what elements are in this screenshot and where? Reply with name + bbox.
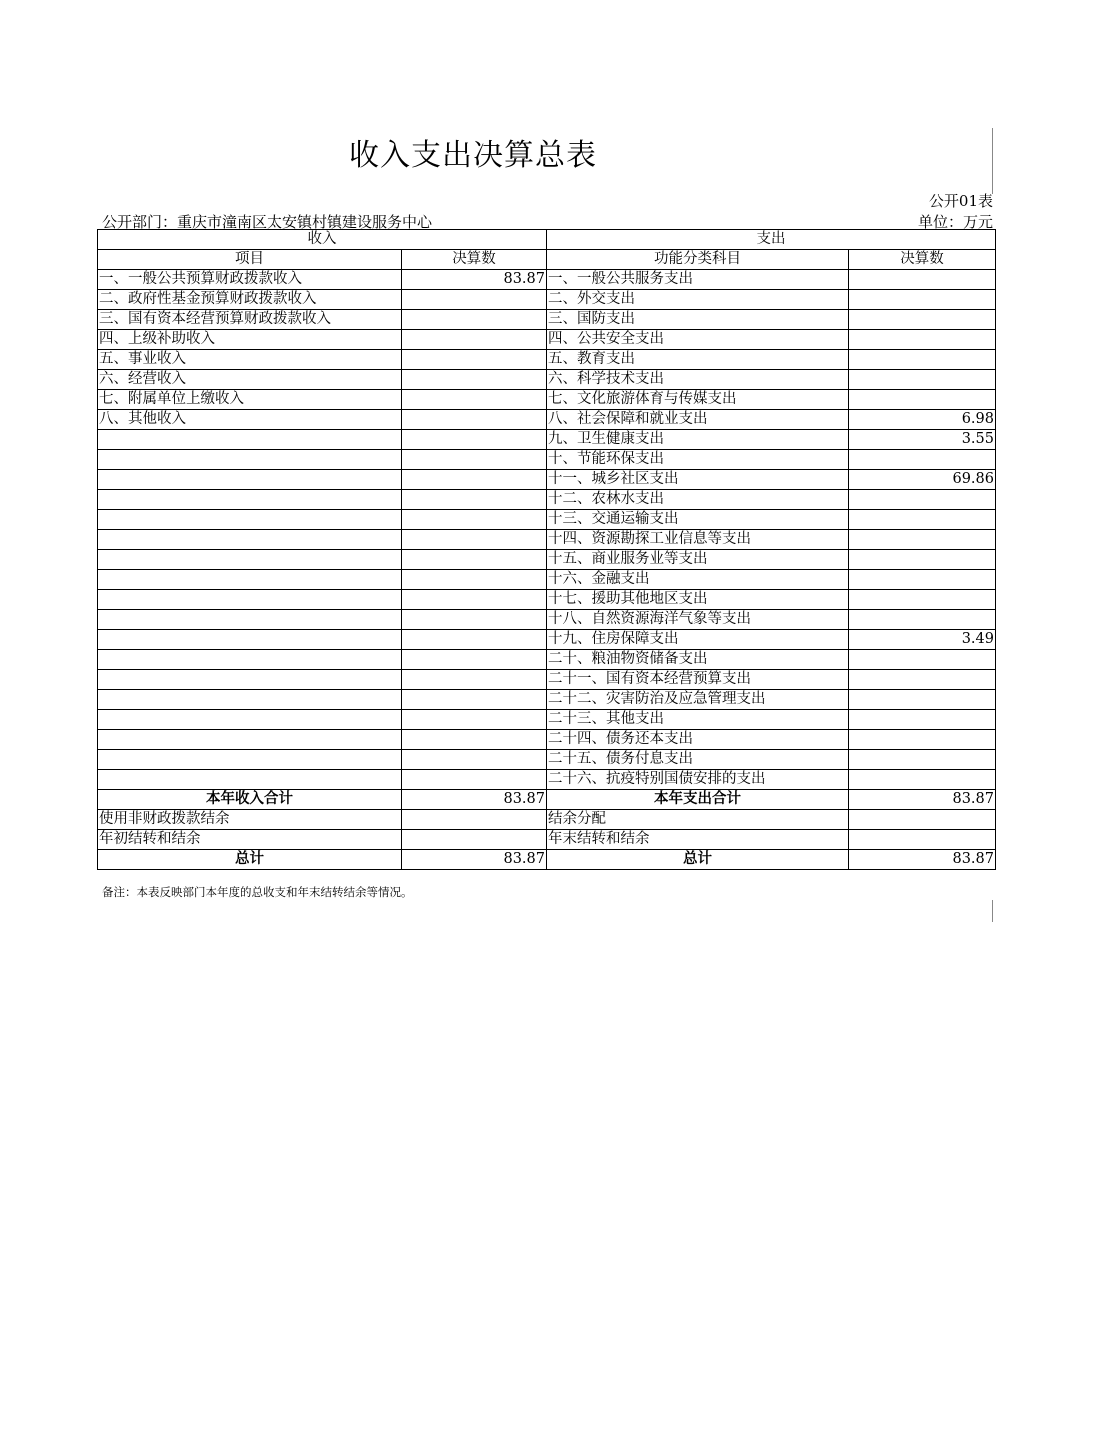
- expense-amount-cell: [849, 290, 996, 310]
- income-item-cell: [98, 450, 402, 470]
- expense-item-cell: 二十四、债务还本支出: [547, 730, 849, 750]
- expense-amount-cell: [849, 390, 996, 410]
- table-row: [98, 590, 996, 610]
- expense-item-cell: 二十、粮油物资储备支出: [547, 650, 849, 670]
- unit-label: 单位：万元: [917, 213, 993, 231]
- expense-amount-cell: [849, 330, 996, 350]
- table-row: [98, 770, 996, 790]
- income-item-cell: 七、附属单位上缴收入: [98, 390, 402, 410]
- table-row: [98, 430, 996, 450]
- income-amount-cell: [402, 390, 547, 410]
- expense-amount-cell: [849, 350, 996, 370]
- balance-row: [98, 810, 996, 830]
- table-row: [98, 750, 996, 770]
- expense-header: 支出: [547, 230, 996, 250]
- income-amount-cell: [402, 290, 547, 310]
- income-amount-cell: [402, 650, 547, 670]
- table-row: [98, 650, 996, 670]
- expense-item-cell: 十六、金融支出: [547, 570, 849, 590]
- income-amount-cell: [402, 470, 547, 490]
- expense-item-cell: 一、一般公共服务支出: [547, 270, 849, 290]
- income-balance-amount: [402, 830, 547, 850]
- income-item-cell: [98, 690, 402, 710]
- income-amount-cell: [402, 610, 547, 630]
- table-row: [98, 450, 996, 470]
- page-edge-rule: [992, 128, 993, 194]
- expense-amount-cell: [849, 670, 996, 690]
- table-row: [98, 470, 996, 490]
- income-amount-cell: [402, 570, 547, 590]
- expense-item-cell: 十一、城乡社区支出: [547, 470, 849, 490]
- expense-amount-cell: [849, 490, 996, 510]
- income-amount-cell: [402, 770, 547, 790]
- expense-total-amount: 83.87: [849, 850, 996, 870]
- header-row-groups: [98, 230, 996, 250]
- income-amount-cell: [402, 750, 547, 770]
- income-amount-cell: [402, 430, 547, 450]
- expense-amount-cell: [849, 310, 996, 330]
- income-total-amount: 83.87: [402, 850, 547, 870]
- expense-amount-cell: [849, 370, 996, 390]
- income-item-cell: 八、其他收入: [98, 410, 402, 430]
- expense-subtotal-label: 本年支出合计: [547, 790, 849, 810]
- income-amount-cell: [402, 450, 547, 470]
- table-row: [98, 530, 996, 550]
- table-row: [98, 550, 996, 570]
- income-item-cell: 六、经营收入: [98, 370, 402, 390]
- expense-amount-cell: [849, 270, 996, 290]
- table-code: 公开01表: [928, 192, 993, 210]
- table-row: [98, 570, 996, 590]
- table-row: [98, 350, 996, 370]
- income-amount-cell: [402, 410, 547, 430]
- income-amount-cell: [402, 490, 547, 510]
- expense-amount-cell: [849, 710, 996, 730]
- expense-item-header: 功能分类科目: [547, 250, 849, 270]
- income-amount-cell: [402, 630, 547, 650]
- expense-total-label: 总计: [547, 850, 849, 870]
- income-amount-cell: [402, 690, 547, 710]
- footnote: 备注：本表反映部门本年度的总收支和年末结转结余等情况。: [102, 885, 413, 899]
- expense-amount-cell: [849, 730, 996, 750]
- income-amount-cell: [402, 590, 547, 610]
- expense-amount-cell: 3.55: [849, 430, 996, 450]
- expense-item-cell: 十九、住房保障支出: [547, 630, 849, 650]
- total-row: [98, 850, 996, 870]
- expense-item-cell: 五、教育支出: [547, 350, 849, 370]
- expense-amount-cell: [849, 690, 996, 710]
- expense-amount-cell: 69.86: [849, 470, 996, 490]
- income-amount-cell: [402, 730, 547, 750]
- income-item-cell: [98, 610, 402, 630]
- income-subtotal-amount: 83.87: [402, 790, 547, 810]
- income-item-cell: [98, 730, 402, 750]
- income-item-cell: [98, 630, 402, 650]
- income-item-cell: [98, 670, 402, 690]
- income-item-cell: [98, 530, 402, 550]
- income-item-cell: [98, 590, 402, 610]
- income-amount-header: 决算数: [402, 250, 547, 270]
- expense-item-cell: 二十二、灾害防治及应急管理支出: [547, 690, 849, 710]
- table-row: [98, 310, 996, 330]
- expense-item-cell: 十四、资源勘探工业信息等支出: [547, 530, 849, 550]
- income-item-cell: [98, 750, 402, 770]
- expense-item-cell: 二十三、其他支出: [547, 710, 849, 730]
- expense-item-cell: 七、文化旅游体育与传媒支出: [547, 390, 849, 410]
- expense-item-cell: 十五、商业服务业等支出: [547, 550, 849, 570]
- table-row: [98, 730, 996, 750]
- expense-item-cell: 六、科学技术支出: [547, 370, 849, 390]
- expense-balance-label: 年末结转和结余: [547, 830, 849, 850]
- expense-item-cell: 十八、自然资源海洋气象等支出: [547, 610, 849, 630]
- table-row: [98, 510, 996, 530]
- income-item-cell: [98, 650, 402, 670]
- income-item-cell: 二、政府性基金预算财政拨款收入: [98, 290, 402, 310]
- expense-amount-cell: [849, 450, 996, 470]
- income-balance-label: 年初结转和结余: [98, 830, 402, 850]
- expense-amount-cell: [849, 510, 996, 530]
- expense-item-cell: 三、国防支出: [547, 310, 849, 330]
- income-amount-cell: [402, 530, 547, 550]
- income-item-cell: [98, 710, 402, 730]
- expense-balance-amount: [849, 830, 996, 850]
- expense-item-cell: 十、节能环保支出: [547, 450, 849, 470]
- income-item-cell: [98, 430, 402, 450]
- expense-amount-cell: [849, 770, 996, 790]
- table-row: [98, 630, 996, 650]
- expense-amount-cell: [849, 550, 996, 570]
- expense-amount-cell: [849, 750, 996, 770]
- income-item-cell: [98, 770, 402, 790]
- expense-balance-amount: [849, 810, 996, 830]
- expense-amount-cell: [849, 610, 996, 630]
- income-subtotal-label: 本年收入合计: [98, 790, 402, 810]
- expense-item-cell: 十二、农林水支出: [547, 490, 849, 510]
- income-amount-cell: [402, 350, 547, 370]
- table-row: [98, 690, 996, 710]
- table-row: [98, 670, 996, 690]
- expense-item-cell: 二十一、国有资本经营预算支出: [547, 670, 849, 690]
- income-item-cell: 五、事业收入: [98, 350, 402, 370]
- income-amount-cell: [402, 550, 547, 570]
- income-amount-cell: [402, 370, 547, 390]
- table-row: [98, 410, 996, 430]
- expense-item-cell: 十三、交通运输支出: [547, 510, 849, 530]
- income-amount-cell: [402, 670, 547, 690]
- expense-subtotal-amount: 83.87: [849, 790, 996, 810]
- income-amount-cell: [402, 510, 547, 530]
- expense-item-cell: 九、卫生健康支出: [547, 430, 849, 450]
- header-row-columns: [98, 250, 996, 270]
- table-row: [98, 490, 996, 510]
- income-total-label: 总计: [98, 850, 402, 870]
- expense-item-cell: 二十六、抗疫特别国债安排的支出: [547, 770, 849, 790]
- expense-amount-header: 决算数: [849, 250, 996, 270]
- income-amount-cell: [402, 330, 547, 350]
- table-row: [98, 290, 996, 310]
- department-label: 公开部门：重庆市潼南区太安镇村镇建设服务中心: [102, 213, 433, 231]
- table-row: [98, 330, 996, 350]
- table-row: [98, 370, 996, 390]
- income-balance-amount: [402, 810, 547, 830]
- income-expense-table: [97, 229, 996, 870]
- income-item-cell: [98, 490, 402, 510]
- table-row: [98, 610, 996, 630]
- expense-amount-cell: [849, 570, 996, 590]
- expense-item-cell: 四、公共安全支出: [547, 330, 849, 350]
- table-row: [98, 270, 996, 290]
- expense-amount-cell: [849, 530, 996, 550]
- income-item-cell: [98, 570, 402, 590]
- expense-amount-cell: 3.49: [849, 630, 996, 650]
- page-edge-rule-lower: [992, 900, 993, 922]
- expense-balance-label: 结余分配: [547, 810, 849, 830]
- income-amount-cell: 83.87: [402, 270, 547, 290]
- income-item-cell: 一、一般公共预算财政拨款收入: [98, 270, 402, 290]
- expense-item-cell: 十七、援助其他地区支出: [547, 590, 849, 610]
- table-row: [98, 710, 996, 730]
- income-item-cell: [98, 550, 402, 570]
- income-item-cell: 四、上级补助收入: [98, 330, 402, 350]
- expense-item-cell: 八、社会保障和就业支出: [547, 410, 849, 430]
- income-item-cell: [98, 470, 402, 490]
- expense-item-cell: 二、外交支出: [547, 290, 849, 310]
- expense-amount-cell: [849, 590, 996, 610]
- income-balance-label: 使用非财政拨款结余: [98, 810, 402, 830]
- income-item-cell: [98, 510, 402, 530]
- balance-row: [98, 830, 996, 850]
- income-item-header: 项目: [98, 250, 402, 270]
- income-item-cell: 三、国有资本经营预算财政拨款收入: [98, 310, 402, 330]
- expense-amount-cell: 6.98: [849, 410, 996, 430]
- table-row: [98, 390, 996, 410]
- expense-item-cell: 二十五、债务付息支出: [547, 750, 849, 770]
- income-header: 收入: [98, 230, 547, 250]
- subtotal-row: [98, 790, 996, 810]
- income-amount-cell: [402, 310, 547, 330]
- page-title: 收入支出决算总表: [349, 138, 597, 173]
- income-amount-cell: [402, 710, 547, 730]
- expense-amount-cell: [849, 650, 996, 670]
